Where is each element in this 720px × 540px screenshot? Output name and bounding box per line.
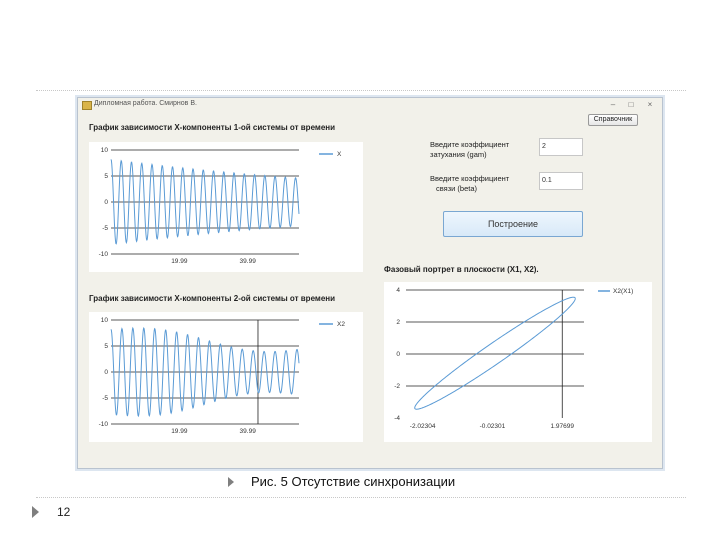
y-tick-label: 0	[396, 351, 400, 358]
legend-label: X2(X1)	[613, 288, 634, 295]
beta-input[interactable]: 0.1	[539, 172, 583, 190]
x-tick-label: -2.02304	[409, 423, 436, 430]
legend-label: X2	[337, 321, 345, 328]
gamma-label-line2: затухания (gam)	[430, 150, 487, 159]
minimize-icon[interactable]: –	[610, 100, 616, 109]
y-tick-label: 5	[104, 343, 108, 350]
y-tick-label: 0	[104, 369, 108, 376]
maximize-icon[interactable]: □	[628, 100, 634, 109]
chart1-panel	[89, 142, 363, 272]
y-tick-label: -10	[98, 421, 108, 428]
series-line	[415, 297, 576, 409]
chart2-plot	[89, 312, 363, 442]
legend-label: X	[337, 151, 342, 158]
x-tick-label: -0.02301	[479, 423, 506, 430]
slide-bottom-divider	[36, 497, 686, 498]
y-tick-label: -5	[102, 225, 108, 232]
slide-top-divider	[36, 90, 686, 91]
y-tick-label: -10	[98, 251, 108, 258]
phase-panel	[384, 282, 652, 442]
gamma-label-line1: Введите коэффициент	[430, 140, 510, 149]
chart1-title: График зависимости X-компоненты 1-ой системы от времени	[89, 123, 336, 132]
y-tick-label: 10	[100, 147, 108, 154]
x-tick-label: 19.99	[171, 258, 188, 265]
chart2-title: График зависимости X-компоненты 2-ой системы от времени	[89, 294, 336, 303]
close-icon[interactable]: ×	[647, 100, 653, 109]
caption-bullet-icon	[228, 477, 234, 487]
page-number-bullet-icon	[32, 506, 39, 518]
x-tick-label: 1.97699	[550, 423, 575, 430]
series-line	[111, 159, 299, 243]
chart1-plot	[89, 142, 363, 272]
app-window	[77, 97, 663, 469]
y-tick-label: 0	[104, 199, 108, 206]
y-tick-label: -4	[394, 415, 400, 422]
window-title: Дипломная работа. Смирнов В.	[94, 100, 197, 107]
app-icon	[82, 101, 92, 110]
y-tick-label: 2	[396, 319, 400, 326]
y-tick-label: -2	[394, 383, 400, 390]
figure-caption: Рис. 5 Отсутствие синхронизации	[251, 474, 456, 489]
build-button[interactable]: Построение	[443, 211, 583, 237]
phase-title: Фазовый портрет в плоскости (X1, X2).	[384, 265, 539, 274]
window-titlebar[interactable]	[78, 98, 662, 112]
page-number: 12	[57, 505, 71, 519]
beta-label-line1: Введите коэффициент	[430, 174, 510, 183]
reference-button[interactable]: Справочник	[588, 114, 638, 126]
beta-label-line2: связи (beta)	[436, 184, 478, 193]
x-tick-label: 39.99	[239, 428, 256, 435]
phase-plot	[384, 282, 652, 442]
y-tick-label: 4	[396, 287, 400, 294]
y-tick-label: 5	[104, 173, 108, 180]
y-tick-label: -5	[102, 395, 108, 402]
gamma-input[interactable]: 2	[539, 138, 583, 156]
x-tick-label: 39.99	[239, 258, 256, 265]
y-tick-label: 10	[100, 317, 108, 324]
x-tick-label: 19.99	[171, 428, 188, 435]
chart2-panel	[89, 312, 363, 442]
